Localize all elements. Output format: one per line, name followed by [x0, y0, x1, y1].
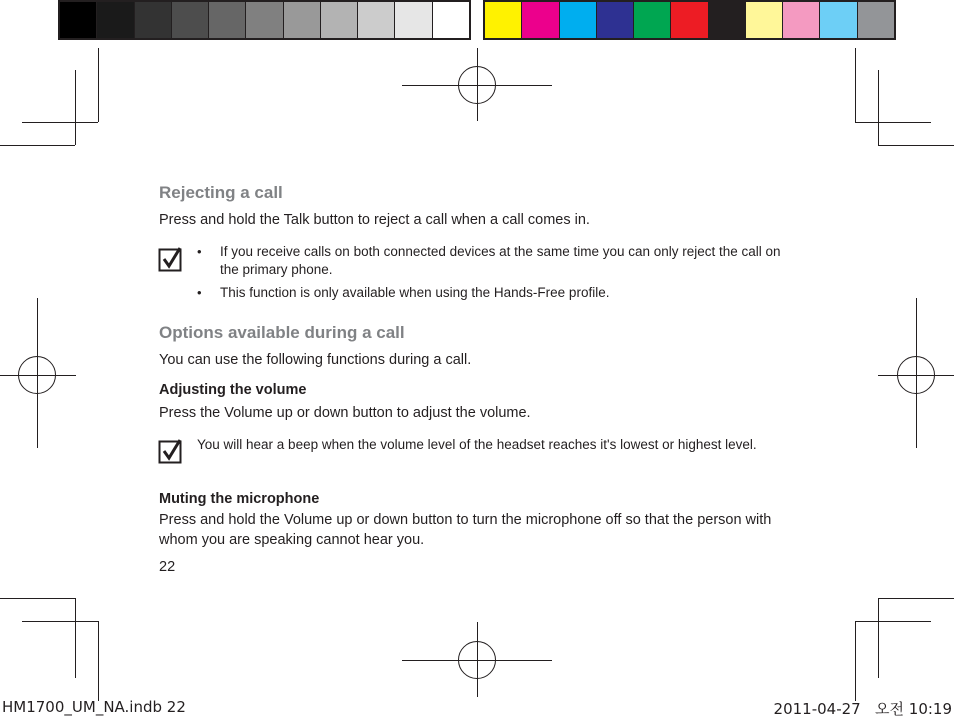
color-swatch — [60, 2, 97, 38]
color-swatch — [395, 2, 432, 38]
color-swatch — [820, 2, 857, 38]
color-swatch — [97, 2, 134, 38]
color-swatch — [597, 2, 634, 38]
color-swatch-bar — [483, 0, 896, 40]
options-heading: Options available during a call — [159, 323, 405, 342]
mute-mic-heading: Muting the microphone — [159, 491, 320, 507]
color-swatch — [709, 2, 746, 38]
color-swatch — [858, 2, 894, 38]
bullet: • — [197, 244, 202, 259]
color-swatch — [634, 2, 671, 38]
options-body: You can use the following functions during a call. — [159, 352, 472, 368]
rejecting-note-1: If you receive calls on both connected devices at the same time you can only reject the call on the primary phone. — [220, 244, 781, 277]
color-swatch — [783, 2, 820, 38]
bullet: • — [197, 285, 202, 300]
color-swatch — [284, 2, 321, 38]
rejecting-call-heading: Rejecting a call — [159, 183, 283, 202]
mute-mic-body: Press and hold the Volume up or down button to turn the microphone off so that the person with whom you are speaking cannot hear you. — [159, 512, 772, 548]
color-swatch — [485, 2, 522, 38]
adjust-volume-heading: Adjusting the volume — [159, 382, 307, 398]
color-swatch — [671, 2, 708, 38]
footer-date: 2011-04-27 오전 10:19 — [773, 700, 952, 718]
color-swatch — [746, 2, 783, 38]
color-swatch — [172, 2, 209, 38]
gray-color-bar — [58, 0, 471, 40]
color-swatch — [246, 2, 283, 38]
footer-file-info: HM1700_UM_NA.indb 22 — [2, 698, 186, 716]
color-swatch — [522, 2, 559, 38]
page-number: 22 — [159, 559, 176, 575]
color-swatch — [321, 2, 358, 38]
rejecting-call-body: Press and hold the Talk button to reject a call when a call comes in. — [159, 212, 590, 228]
color-swatch — [560, 2, 597, 38]
note-check-icon — [158, 438, 184, 464]
color-swatch — [135, 2, 172, 38]
note-check-icon — [158, 246, 184, 272]
color-swatch — [209, 2, 246, 38]
adjust-volume-body: Press the Volume up or down button to adjust the volume. — [159, 405, 531, 421]
color-swatch — [433, 2, 469, 38]
volume-note: You will hear a beep when the volume level of the headset reaches it's lowest or highest level. — [197, 437, 757, 452]
rejecting-note-2: This function is only available when using the Hands-Free profile. — [220, 285, 610, 300]
color-swatch — [358, 2, 395, 38]
